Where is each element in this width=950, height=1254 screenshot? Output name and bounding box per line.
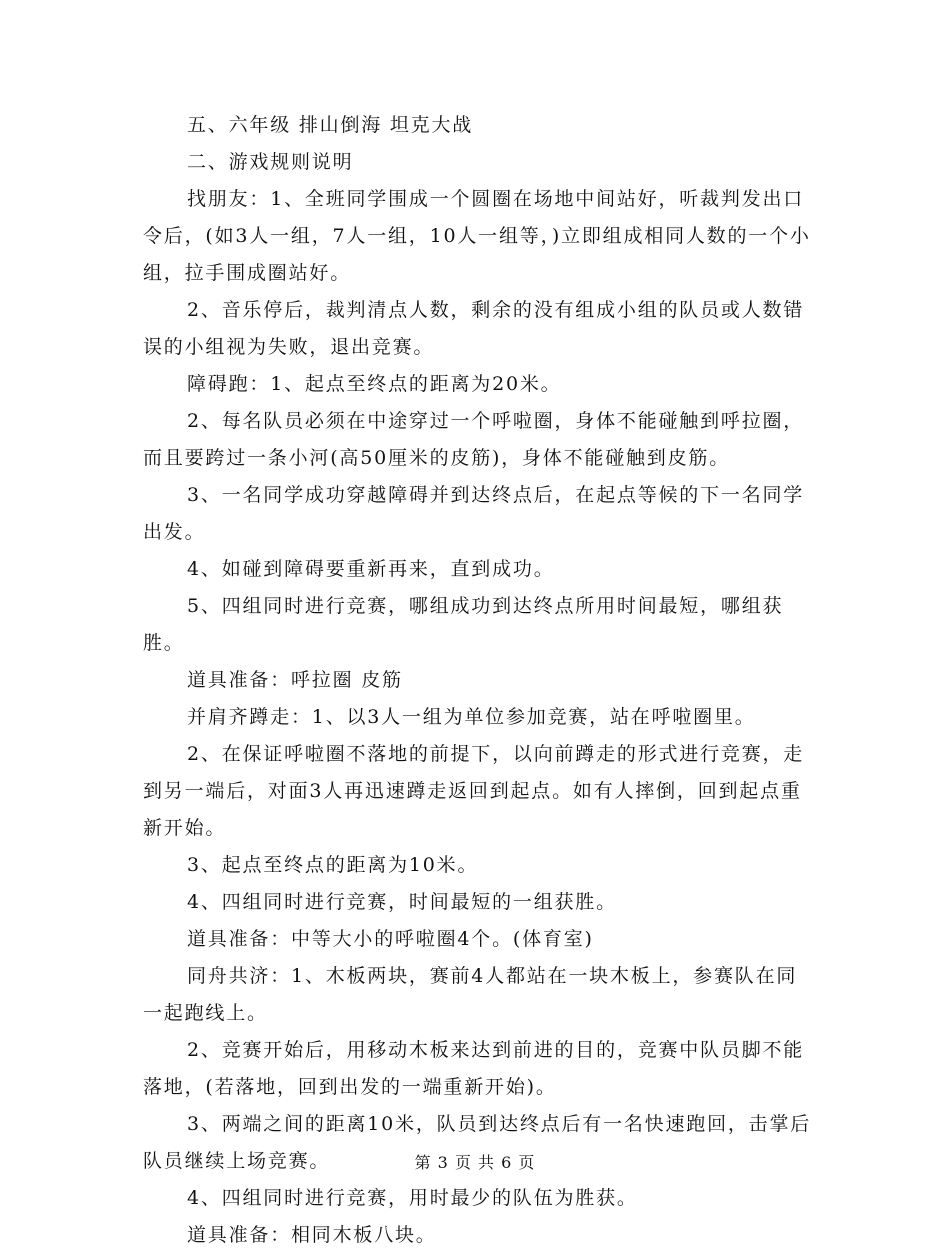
paragraph: 同舟共济：1、木板两块，赛前4人都站在一块木板上，参赛队在同一起跑线上。 [143,965,798,1024]
paragraph: 道具准备：相同木板八块。 [187,1224,437,1246]
paragraph: 4、如碰到障碍要重新再来，直到成功。 [187,558,555,580]
page-footer: 第 3 页 共 6 页 [414,1153,536,1172]
paragraph: 3、起点至终点的距离为10米。 [187,854,479,876]
paragraph: 并肩齐蹲走：1、以3人一组为单位参加竞赛，站在呼啦圈里。 [187,706,756,728]
paragraph: 2、竞赛开始后，用移动木板来达到前进的目的，竞赛中队员脚不能落地，(若落地，回到出发的一端重新开始)。 [143,1039,805,1098]
paragraph: 5、四组同时进行竞赛，哪组成功到达终点所用时间最短，哪组获胜。 [143,595,784,654]
paragraph-heading-rules: 二、游戏规则说明 [187,151,354,173]
paragraph: 4、四组同时进行竞赛，时间最短的一组获胜。 [187,891,617,913]
paragraph: 找朋友：1、全班同学围成一个圆圈在场地中间站好，听裁判发出口令后，(如3人一组，7人一组，10人一组等，)立即组成相同人数的一个小组，拉手围成圈站好。 [143,188,811,284]
paragraph-heading-grade: 五、六年级 排山倒海 坦克大战 [187,114,474,136]
paragraph: 2、每名队员必须在中途穿过一个呼啦圈，身体不能碰触到呼拉圈，而且要跨过一条小河(高50厘米的皮筋)，身体不能碰触到皮筋。 [143,410,805,469]
paragraph: 2、音乐停后，裁判清点人数，剩余的没有组成小组的队员或人数错误的小组视为失败，退出竞赛。 [143,299,805,358]
paragraph: 障碍跑：1、起点至终点的距离为20米。 [187,373,562,395]
document-body [143,107,813,1254]
paragraph: 道具准备：中等大小的呼啦圈4个。(体育室) [187,928,594,950]
paragraph: 道具准备：呼拉圈 皮筋 [187,669,403,691]
paragraph: 3、一名同学成功穿越障碍并到达终点后，在起点等候的下一名同学出发。 [143,484,805,543]
paragraph: 2、在保证呼啦圈不落地的前提下，以向前蹲走的形式进行竞赛，走到另一端后，对面3人再迅速蹲走返回到起点。如有人摔倒，回到起点重新开始。 [143,743,805,839]
paragraph: 4、四组同时进行竞赛，用时最少的队伍为胜获。 [187,1187,638,1209]
paragraph: 3、两端之间的距离10米，队员到达终点后有一名快速跑回，击掌后队员继续上场竞赛。 [143,1113,812,1172]
